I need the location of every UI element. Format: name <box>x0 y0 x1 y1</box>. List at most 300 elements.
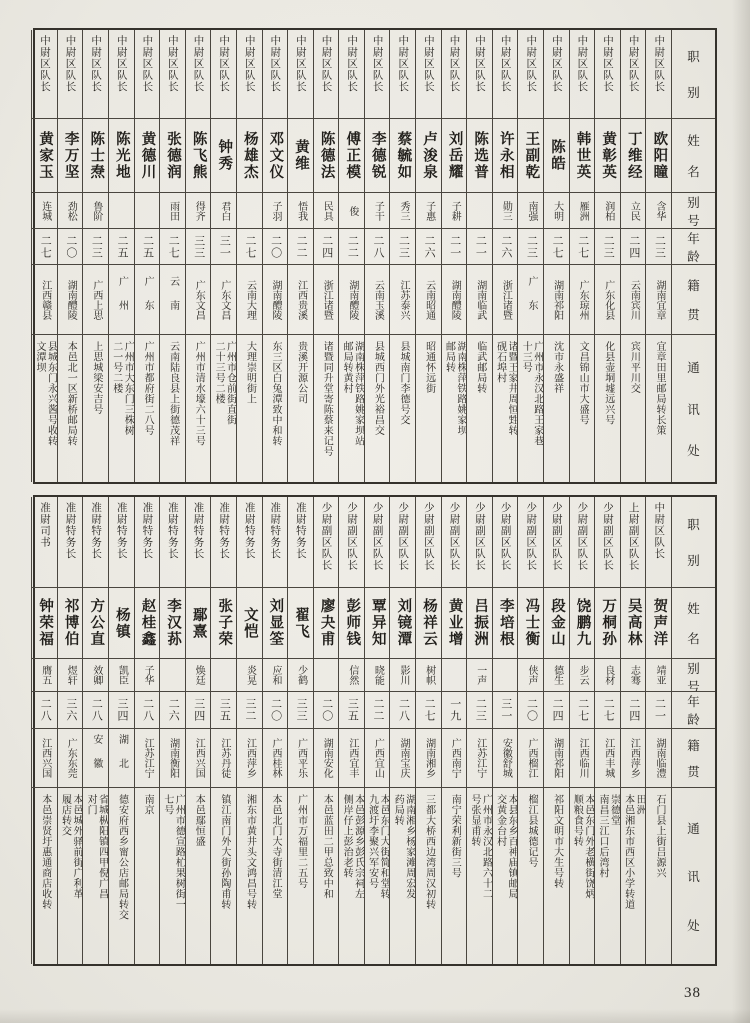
person-column <box>159 30 185 482</box>
origin-text: 江西临川 <box>577 738 589 778</box>
rank-text: 中尉区队长 <box>141 35 153 93</box>
age-text: 二六 <box>499 234 512 259</box>
person-column <box>185 497 211 964</box>
age-cell <box>518 691 543 728</box>
age-cell <box>186 228 211 264</box>
age-cell <box>416 691 441 728</box>
age-text: 二〇 <box>525 698 538 722</box>
origin-text: 广西宜山 <box>372 738 384 778</box>
person-column <box>108 497 134 964</box>
age-cell <box>544 228 569 264</box>
name-text: 陈光地 <box>113 130 130 181</box>
name-cell <box>518 587 543 658</box>
address-cell <box>237 787 262 964</box>
age-text: 二七 <box>423 698 436 722</box>
age-cell <box>442 691 467 728</box>
alias-text: 凯臣 <box>116 665 128 685</box>
rank-cell <box>544 497 569 587</box>
alias-cell <box>416 192 441 228</box>
age-cell <box>646 228 671 264</box>
age-text: 二三 <box>474 698 487 722</box>
person-column <box>287 497 313 964</box>
address-line: 本邑鄢恒盛 <box>193 794 205 847</box>
alias-text: 信然 <box>346 665 358 685</box>
rank-cell <box>442 497 467 587</box>
name-text: 王副乾 <box>523 130 540 181</box>
alias-text: 雁洲 <box>577 200 589 221</box>
alias-cell <box>58 192 83 228</box>
address-cell <box>390 334 415 482</box>
address-line: 省城枞阳镇四甲倪广昌 <box>96 794 108 899</box>
address-line: 德安府西乡甯公店邮局转交 <box>116 794 128 920</box>
person-column <box>364 497 390 964</box>
address-cell <box>83 334 108 482</box>
address-cell <box>186 334 211 482</box>
age-cell <box>135 691 160 728</box>
person-column <box>31 497 57 964</box>
rank-text: 少尉副区队长 <box>576 502 588 571</box>
row-label-3 <box>672 691 715 728</box>
age-text: 二七 <box>576 234 589 259</box>
age-cell <box>467 691 492 728</box>
origin-text: 湖南宜章 <box>653 279 665 320</box>
origin-text: 广东文昌 <box>193 279 205 320</box>
alias-cell <box>135 658 160 691</box>
row-label-char: 贯 <box>687 764 700 779</box>
name-cell <box>288 118 313 192</box>
address-line: 东三区白兔潭致中和转 <box>270 341 282 446</box>
origin-text: 广东文昌 <box>218 279 230 320</box>
name-text: 吕振洲 <box>472 598 489 648</box>
age-text: 二二 <box>371 698 384 722</box>
origin-cell <box>263 264 288 334</box>
rank-cell <box>467 30 492 118</box>
person-column <box>338 30 364 482</box>
address-cell <box>570 787 595 964</box>
rank-text: 中尉区队长 <box>346 35 358 93</box>
alias-text: 子华 <box>142 665 154 685</box>
row-label-char: 通 <box>687 821 700 836</box>
personnel-register <box>33 28 717 966</box>
name-cell <box>365 118 390 192</box>
address-cell <box>621 787 646 964</box>
person-column <box>492 30 518 482</box>
alias-cell <box>570 192 595 228</box>
alias-cell <box>339 192 364 228</box>
person-column <box>236 30 262 482</box>
origin-cell <box>416 264 441 334</box>
address-cell <box>390 787 415 964</box>
person-column <box>338 497 364 964</box>
origin-text: 湖南祁阳 <box>551 279 563 320</box>
age-text: 二三 <box>602 234 615 259</box>
address-cell <box>58 334 83 482</box>
name-cell <box>83 587 108 658</box>
name-text: 赵桂鑫 <box>139 598 156 648</box>
address-cell <box>467 787 492 964</box>
person-column <box>441 497 467 964</box>
alias-text: 大明 <box>551 200 563 221</box>
address-cell <box>135 334 160 482</box>
origin-text: 广西榴江 <box>525 738 537 778</box>
origin-text: 湖南醴陵 <box>270 279 282 320</box>
age-text: 二七 <box>576 698 589 722</box>
age-cell <box>211 228 236 264</box>
person-column <box>594 30 620 482</box>
alias-cell <box>263 658 288 691</box>
address-cell <box>570 334 595 482</box>
age-text: 二八 <box>371 234 384 259</box>
age-cell <box>621 228 646 264</box>
alias-text: 影川 <box>398 665 410 685</box>
person-column <box>620 497 646 964</box>
age-text: 三一 <box>499 698 512 722</box>
alias-cell <box>467 192 492 228</box>
address-line: 广州市万福里二五号 <box>295 794 307 889</box>
origin-cell <box>160 264 185 334</box>
address-line: 二十三号二楼 <box>213 341 225 404</box>
name-cell <box>263 118 288 192</box>
age-text: 二一 <box>448 234 461 259</box>
alias-cell <box>646 658 671 691</box>
alias-cell <box>493 192 518 228</box>
name-text: 陈德法 <box>318 130 335 181</box>
alias-cell <box>646 192 671 228</box>
rank-text: 中尉区队长 <box>653 35 665 93</box>
origin-cell <box>314 264 339 334</box>
rank-text: 少尉副区队长 <box>550 502 562 571</box>
origin-text: 云南玉溪 <box>372 279 384 320</box>
age-text: 二六 <box>423 234 436 259</box>
origin-cell <box>211 264 236 334</box>
name-text: 彭师钱 <box>344 598 361 648</box>
table-gap <box>33 484 717 495</box>
alias-text: 树帜 <box>423 665 435 685</box>
alias-cell <box>186 192 211 228</box>
address-line: 南宁荣利新街三号 <box>449 794 461 878</box>
alias-cell <box>186 658 211 691</box>
rank-text: 少尉副区队长 <box>422 502 434 571</box>
alias-cell <box>314 658 339 691</box>
address-line: 南昌三江口后湾村 <box>597 794 609 878</box>
address-cell <box>211 787 236 964</box>
name-text: 方公直 <box>88 598 105 648</box>
origin-cell <box>314 728 339 787</box>
name-text: 钟荣福 <box>37 598 54 648</box>
name-text: 饶鹏九 <box>574 598 591 648</box>
address-line: 湖南株萍铁路姚家坝 <box>454 341 466 436</box>
row-label-5 <box>672 787 715 964</box>
rank-text: 少尉副区队长 <box>320 502 332 571</box>
alias-cell <box>237 192 262 228</box>
age-cell <box>288 228 313 264</box>
alias-cell <box>544 192 569 228</box>
rank-cell <box>186 30 211 118</box>
alias-cell <box>390 658 415 691</box>
address-line: 本县东乡百神庙镇邮局 <box>506 794 518 899</box>
person-column <box>57 497 83 964</box>
address-cell <box>32 787 57 964</box>
rank-cell <box>646 30 671 118</box>
alias-text: 得齐 <box>193 200 205 221</box>
age-cell <box>570 228 595 264</box>
age-text: 二四 <box>320 234 333 259</box>
origin-text: 广西平乐 <box>295 738 307 778</box>
age-cell <box>518 228 543 264</box>
rank-cell <box>211 497 236 587</box>
rank-text: 中尉区队长 <box>525 35 537 93</box>
alias-text: 劲松 <box>65 200 77 221</box>
alias-text: 志骞 <box>628 665 640 685</box>
origin-cell <box>83 728 108 787</box>
address-cell <box>109 334 134 482</box>
origin-cell <box>135 728 160 787</box>
row-label-char: 贯 <box>687 308 700 322</box>
address-line: 十三号 <box>520 341 532 373</box>
origin-text: 云南昭通 <box>423 279 435 320</box>
name-text: 卢浚泉 <box>420 130 437 181</box>
person-column <box>287 30 313 482</box>
age-text: 三六 <box>64 698 77 722</box>
address-line: 田洲 <box>634 794 646 815</box>
origin-text: 江苏江宁 <box>474 738 486 778</box>
name-text: 杨雄杰 <box>241 130 258 181</box>
name-text: 李培根 <box>497 598 514 648</box>
alias-cell <box>467 658 492 691</box>
name-cell <box>211 587 236 658</box>
address-line: 文潭坝 <box>33 341 45 373</box>
address-line: 七号 <box>161 794 173 815</box>
person-column <box>517 30 543 482</box>
alias-text: 应和 <box>270 665 282 685</box>
name-cell <box>237 587 262 658</box>
rank-text: 少尉副区队长 <box>448 502 460 571</box>
name-cell <box>186 118 211 192</box>
row-label-char: 处 <box>687 918 700 933</box>
rank-cell <box>570 30 595 118</box>
address-line: 顺粮食号转 <box>571 794 583 847</box>
age-cell <box>83 228 108 264</box>
origin-cell <box>595 728 620 787</box>
age-text: 二〇 <box>269 234 282 259</box>
age-cell <box>365 228 390 264</box>
rank-text: 准尉特务长 <box>269 502 281 560</box>
age-text: 二〇 <box>269 698 282 722</box>
rank-text: 准尉特务长 <box>243 502 255 560</box>
row-label-char: 号 <box>687 680 700 691</box>
row-label-5 <box>672 334 715 482</box>
address-line: 广州市清水壕六十三号 <box>193 341 205 446</box>
address-line: 九渡圩李聚兴军安号 <box>366 794 378 889</box>
address-line: 广州市德宣路杧果树街一 <box>173 794 185 910</box>
origin-text: 云南大理 <box>244 279 256 320</box>
row-label-char: 别 <box>687 662 700 676</box>
person-column <box>313 497 339 964</box>
alias-text: 良材 <box>602 665 614 685</box>
origin-cell <box>570 728 595 787</box>
address-line: 大理崇明街上 <box>244 341 256 404</box>
name-cell <box>442 118 467 192</box>
name-text: 黄彰英 <box>600 130 617 181</box>
row-label-2 <box>672 658 715 691</box>
address-line: 崇德堂 <box>608 794 620 826</box>
origin-text: 江西萍乡 <box>628 738 640 778</box>
person-column <box>108 30 134 482</box>
age-cell <box>467 228 492 264</box>
person-column <box>645 497 671 964</box>
name-cell <box>595 118 620 192</box>
name-cell <box>442 587 467 658</box>
alias-cell <box>32 658 57 691</box>
row-label-char: 讯 <box>687 870 700 884</box>
alias-text: 子耕 <box>449 200 461 221</box>
name-text: 陈飞熊 <box>190 130 207 181</box>
address-line: 湖南株萍铁路姚家坝站 <box>352 341 364 446</box>
rank-cell <box>263 30 288 118</box>
address-line: 上思城梁安吉号 <box>90 341 102 415</box>
rank-cell <box>237 30 262 118</box>
address-cell <box>314 334 339 482</box>
origin-text: 江苏江宁 <box>142 738 154 778</box>
address-line: 广州市都府街二八号 <box>142 341 154 436</box>
age-cell <box>109 228 134 264</box>
origin-cell <box>32 264 57 334</box>
age-text: 一九 <box>448 698 461 722</box>
row-label-4 <box>672 264 715 334</box>
origin-text: 江西赣县 <box>39 279 51 320</box>
age-cell <box>390 691 415 728</box>
alias-cell <box>595 658 620 691</box>
alias-text: 晓能 <box>372 665 384 685</box>
alias-cell <box>263 192 288 228</box>
row-label-1 <box>672 587 715 658</box>
name-text: 祁博伯 <box>62 598 79 648</box>
rank-text: 中尉区队长 <box>627 35 639 93</box>
origin-cell <box>288 728 313 787</box>
name-cell <box>416 118 441 192</box>
age-cell <box>621 691 646 728</box>
origin-cell <box>83 264 108 334</box>
rank-cell <box>288 30 313 118</box>
age-text: 二八 <box>90 698 103 722</box>
age-text: 二七 <box>167 234 180 259</box>
address-cell <box>544 787 569 964</box>
rank-text: 上尉副区队长 <box>627 502 639 571</box>
name-text: 吴高林 <box>625 598 642 648</box>
rank-cell <box>58 497 83 587</box>
alias-cell <box>621 192 646 228</box>
address-line: 本邑湘东市西区小学转道 <box>622 794 634 910</box>
rank-cell <box>83 497 108 587</box>
name-cell <box>135 587 160 658</box>
rank-text: 准尉司书 <box>38 502 50 548</box>
age-text: 二五 <box>116 234 128 259</box>
age-cell <box>390 228 415 264</box>
name-text: 黄德川 <box>139 130 156 181</box>
name-text: 陈士焘 <box>88 130 105 181</box>
address-line: 南京 <box>142 794 154 815</box>
origin-cell <box>339 728 364 787</box>
address-cell <box>518 334 543 482</box>
origin-text: 湖南临澧 <box>653 738 665 778</box>
alias-cell <box>135 192 160 228</box>
address-cell <box>263 787 288 964</box>
origin-cell <box>416 728 441 787</box>
name-text: 韩世英 <box>574 130 591 181</box>
age-text: 二四 <box>627 698 640 722</box>
origin-cell <box>646 264 671 334</box>
rank-cell <box>467 497 492 587</box>
age-cell <box>288 691 313 728</box>
address-cell <box>442 334 467 482</box>
person-column <box>543 497 569 964</box>
scan-edge-shading <box>732 0 750 1023</box>
rank-cell <box>186 497 211 587</box>
rank-text: 中尉区队长 <box>269 35 281 93</box>
origin-cell <box>544 264 569 334</box>
name-text: 刘镜潭 <box>395 598 412 648</box>
person-column <box>82 30 108 482</box>
row-label-char: 名 <box>687 164 700 179</box>
rank-text: 中尉区队长 <box>64 35 76 93</box>
alias-cell <box>365 658 390 691</box>
person-column <box>185 30 211 482</box>
name-cell <box>211 118 236 192</box>
alias-text: 靖亚 <box>653 665 665 685</box>
age-cell <box>237 228 262 264</box>
origin-text: 湖北 <box>116 734 128 782</box>
rank-text: 中尉区队长 <box>218 35 230 93</box>
address-line: 镇江南门外大街孙陶甫转 <box>218 794 230 910</box>
origin-cell <box>493 264 518 334</box>
origin-text: 广东 <box>525 275 537 324</box>
address-line: 祁阳文明市大生号转 <box>551 794 563 889</box>
rank-text: 中尉区队长 <box>550 35 562 93</box>
name-cell <box>416 587 441 658</box>
alias-cell <box>570 658 595 691</box>
name-cell <box>160 118 185 192</box>
address-line: 湘东市黄井头文鸿昌号转 <box>244 794 256 910</box>
person-column <box>569 497 595 964</box>
name-text: 黄业增 <box>446 598 463 648</box>
age-cell <box>442 228 467 264</box>
row-label-char: 职 <box>687 50 700 65</box>
rank-text: 准尉特务长 <box>294 502 306 560</box>
alias-cell <box>32 192 57 228</box>
alias-cell <box>339 658 364 691</box>
row-label-char: 号 <box>687 214 700 228</box>
origin-text: 湖南湘乡 <box>423 738 435 778</box>
age-text: 二八 <box>141 698 154 722</box>
rank-text: 中尉区队长 <box>192 35 204 93</box>
origin-cell <box>518 728 543 787</box>
rank-text: 中尉区队长 <box>90 35 102 93</box>
rank-cell <box>339 30 364 118</box>
rank-text: 中尉区队长 <box>474 35 486 93</box>
origin-cell <box>58 264 83 334</box>
row-label-char: 籍 <box>687 739 700 754</box>
name-text: 蔡毓如 <box>395 130 412 181</box>
origin-cell <box>442 728 467 787</box>
alias-cell <box>442 658 467 691</box>
row-label-1 <box>672 118 715 192</box>
name-text: 傅正模 <box>344 130 361 181</box>
rank-text: 中尉区队长 <box>499 35 511 93</box>
row-label-char: 通 <box>687 361 700 376</box>
age-text: 二五 <box>141 234 154 259</box>
address-cell <box>442 787 467 964</box>
age-cell <box>416 228 441 264</box>
